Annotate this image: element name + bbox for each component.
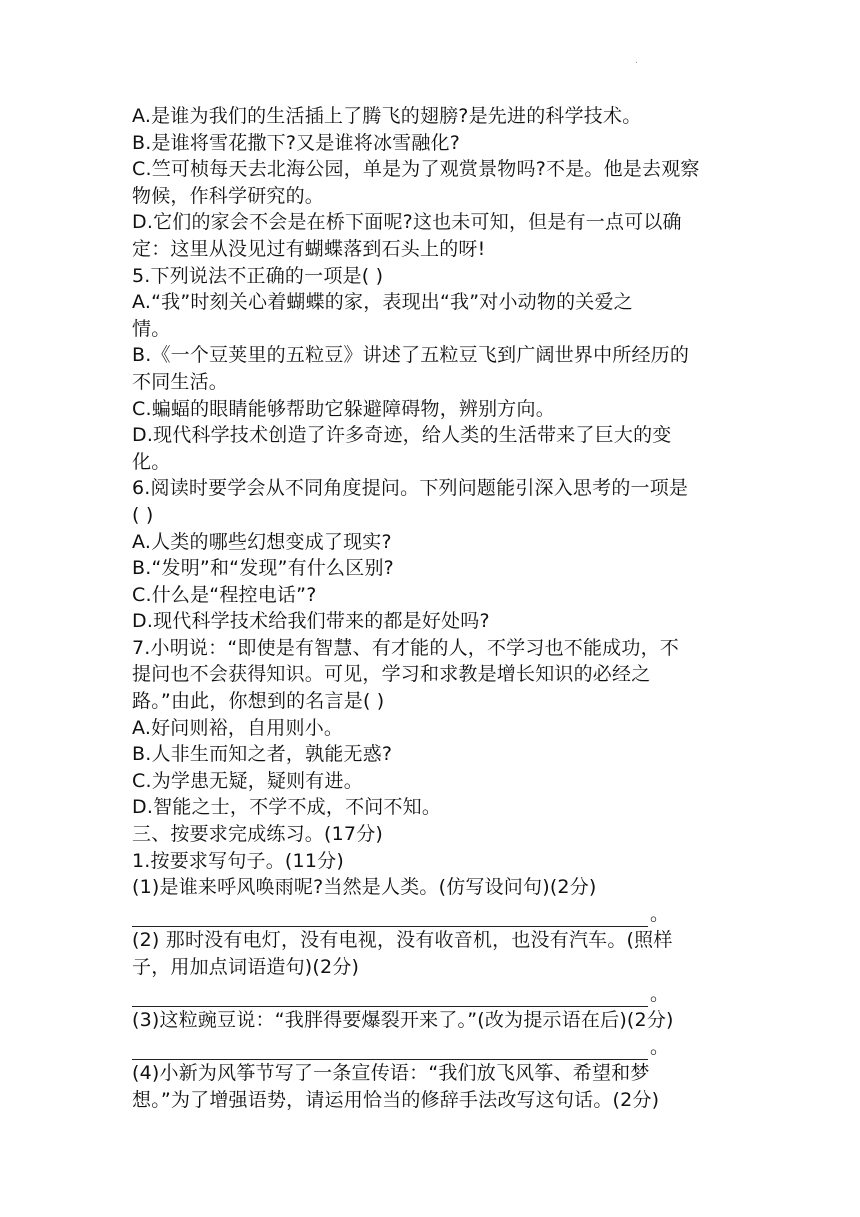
option-line: 化。 <box>132 450 171 473</box>
section-heading: 三、按要求完成练习。(17分) <box>132 823 384 846</box>
text-line: 子，用加点词语造句)(2分) <box>132 956 360 978</box>
option-line: A.人类的哪些幻想变成了现实? <box>132 530 392 553</box>
option-line: D.现代科学技术创造了许多奇迹，给人类的生活带来了巨大的变 <box>132 424 672 447</box>
text-line: A.是谁为我们的生活插上了腾飞的翅膀?是先进的科学技术。 <box>132 105 642 127</box>
option-line: B.人非生而知之者，孰能无惑? <box>132 743 393 766</box>
question-6: 6.阅读时要学会从不同角度提问。下列问题能引深入思考的一项是 <box>132 477 689 500</box>
option-line: D.现代科学技术给我们带来的都是好处吗? <box>132 610 490 633</box>
text-line: D.它们的家会不会是在桥下面呢?这也未可知，但是有一点可以确 <box>132 211 682 234</box>
option-line: C.为学患无疑，疑则有进。 <box>132 769 363 792</box>
question-5: 5.下列说法不正确的一项是( ) <box>132 264 384 287</box>
question-7: 7.小明说：“即使是有智慧、有才能的人，不学习也不能成功，不 <box>132 636 679 659</box>
answer-blank-3[interactable] <box>132 1034 742 1061</box>
answer-paren: ( ) <box>132 503 154 526</box>
blank-period: 。 <box>650 902 670 925</box>
answer-line <box>132 1041 648 1060</box>
question-content <box>132 103 742 1114</box>
exercise-1: (1)是谁来呼风唤雨呢?当然是人类。(仿写设问句)(2分) <box>132 876 597 899</box>
exercise-4: (4)小新为风筝节写了一条宣传语：“我们放飞风筝、希望和梦 <box>132 1062 650 1085</box>
text-line: 定：这里从没见过有蝴蝶落到石头上的呀! <box>132 237 486 260</box>
text-line: 提问也不会获得知识。可见，学习和求教是增长知识的必经之 <box>132 663 651 686</box>
blank-period: 。 <box>650 1035 670 1058</box>
option-line: A.好问则裕，自用则小。 <box>132 716 344 739</box>
answer-blank-2[interactable] <box>132 981 742 1008</box>
subsection-heading: 1.按要求写句子。(11分) <box>132 849 344 872</box>
option-line: A.“我”时刻关心着蝴蝶的家，表现出“我”对小动物的关爱之 <box>132 291 633 314</box>
option-line: D.智能之士，不学不成，不问不知。 <box>132 796 442 819</box>
option-line: 不同生活。 <box>132 370 229 393</box>
exercise-3: (3)这粒豌豆说：“我胖得要爆裂开来了。”(改为提示语在后)(2分) <box>132 1009 674 1032</box>
answer-line <box>132 908 648 927</box>
blank-period: 。 <box>650 982 670 1005</box>
option-line: B.“发明”和“发现”有什么区别? <box>132 557 394 580</box>
answer-line <box>132 988 648 1007</box>
option-line: 情。 <box>132 317 171 340</box>
option-line: C.什么是“程控电话”? <box>132 583 317 606</box>
text-line: C.竺可桢每天去北海公园，单是为了观赏景物吗?不是。他是去观察 <box>132 158 700 181</box>
text-line: 想。”为了增强语势，请运用恰当的修辞手法改写这句话。(2分) <box>132 1088 660 1111</box>
answer-blank-1[interactable] <box>132 901 742 928</box>
exercise-2: (2) 那时没有电灯，没有电视，没有收音机，也没有汽车。(照样 <box>132 929 673 952</box>
option-line: C.蝙蝠的眼睛能够帮助它躲避障碍物，辨别方向。 <box>132 397 555 420</box>
text-line: B.是谁将雪花撒下?又是谁将冰雪融化? <box>132 131 461 154</box>
option-line: B.《一个豆荚里的五粒豆》讲述了五粒豆飞到广阔世界中所经历的 <box>132 344 690 367</box>
text-line: 路。”由此，你想到的名言是( ) <box>132 690 385 713</box>
corner-mark: . <box>635 56 638 66</box>
text-line: 物候，作科学研究的。 <box>132 184 325 207</box>
